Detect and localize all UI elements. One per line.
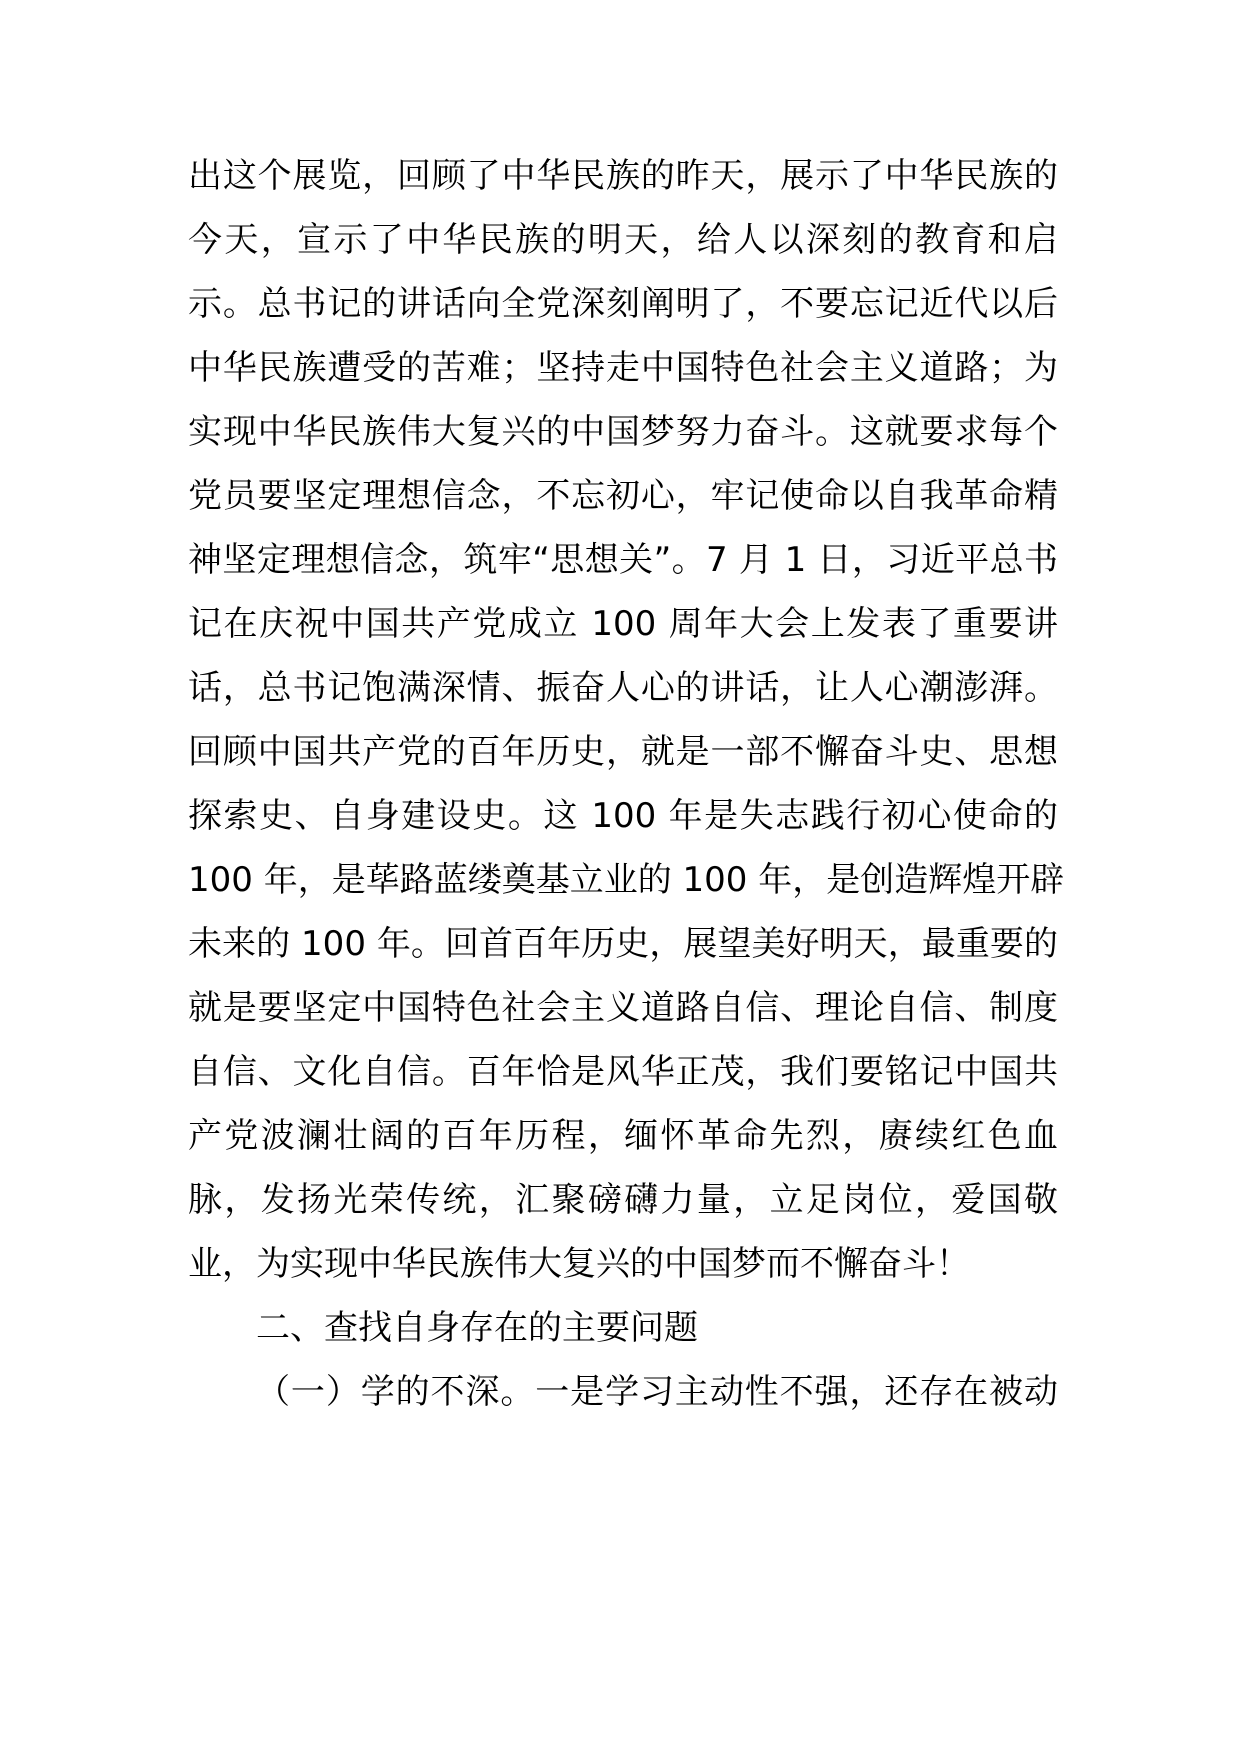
- section-heading: 二、查找自身存在的主要问题: [256, 1308, 698, 1348]
- text-line: 回顾中国共产党的百年历史，就是一部不懈奋斗史、思想: [188, 732, 1058, 772]
- text-line: （一）学的不深。一是学习主动性不强，还存在被动: [256, 1372, 1058, 1412]
- text-line: 未来的 100 年。回首百年历史，展望美好明天，最重要的: [188, 924, 1058, 964]
- text-line: 今天，宣示了中华民族的明天，给人以深刻的教育和启: [188, 220, 1058, 260]
- text-line: 记在庆祝中国共产党成立 100 周年大会上发表了重要讲: [188, 604, 1058, 644]
- text-line: 示。总书记的讲话向全党深刻阐明了，不要忘记近代以后: [188, 284, 1058, 324]
- text-line: 实现中华民族伟大复兴的中国梦努力奋斗。这就要求每个: [188, 412, 1058, 452]
- text-line: 神坚定理想信念，筑牢“思想关”。7 月 1 日，习近平总书: [188, 540, 1058, 580]
- text-line: 话，总书记饱满深情、振奋人心的讲话，让人心潮澎湃。: [188, 668, 1058, 708]
- text-line: 探索史、自身建设史。这 100 年是失志践行初心使命的: [188, 796, 1058, 836]
- text-line: 脉，发扬光荣传统，汇聚磅礴力量，立足岗位，爱国敬: [188, 1180, 1058, 1220]
- text-line: 出这个展览，回顾了中华民族的昨天，展示了中华民族的: [188, 156, 1058, 196]
- text-line: 党员要坚定理想信念，不忘初心，牢记使命以自我革命精: [188, 476, 1058, 516]
- text-line: 产党波澜壮阔的百年历程，缅怀革命先烈，赓续红色血: [188, 1116, 1058, 1156]
- text-line: 中华民族遭受的苦难；坚持走中国特色社会主义道路；为: [188, 348, 1058, 388]
- text-line: 自信、文化自信。百年恰是风华正茂，我们要铭记中国共: [188, 1052, 1058, 1092]
- text-line: 就是要坚定中国特色社会主义道路自信、理论自信、制度: [188, 988, 1058, 1028]
- text-line: 业，为实现中华民族伟大复兴的中国梦而不懈奋斗！: [188, 1244, 970, 1284]
- text-line: 100 年，是荜路蓝缕奠基立业的 100 年，是创造辉煌开辟: [188, 860, 1065, 900]
